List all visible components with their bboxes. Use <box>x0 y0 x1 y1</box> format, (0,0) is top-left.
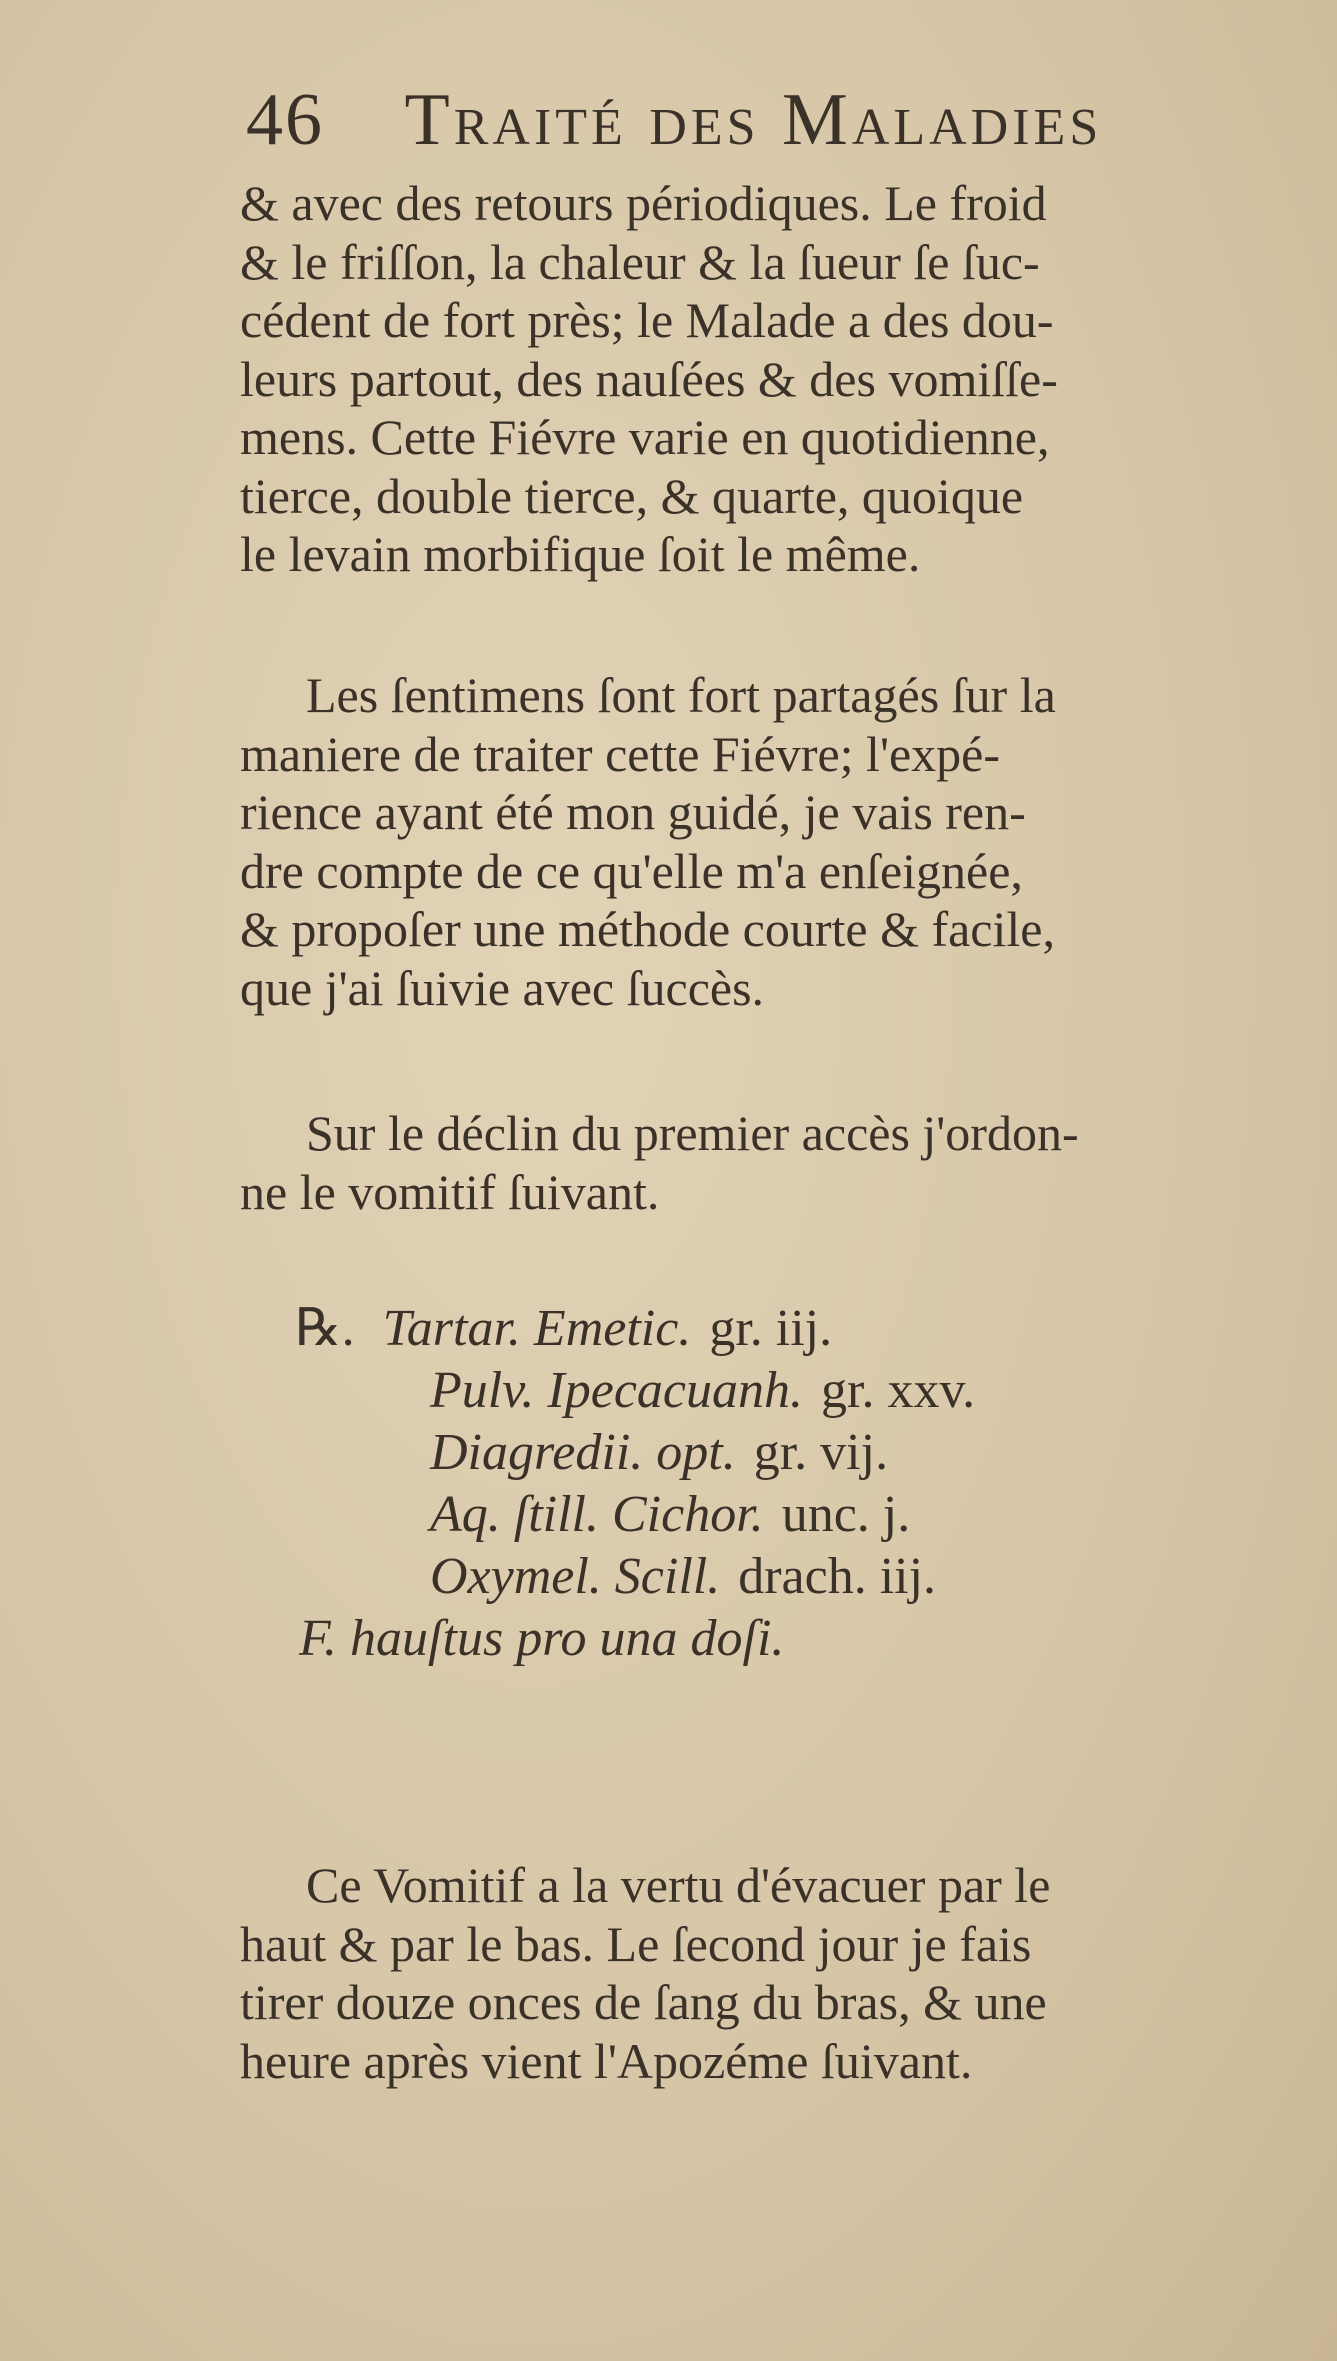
prescription-instruction: F. hauſtus pro una doſi. <box>299 1610 785 1667</box>
text-line: Sur le déclin du premier accès j'ordon- <box>306 1105 1079 1161</box>
text-line: tirer douze onces de ſang du bras, & une <box>240 1974 1047 2030</box>
prescription-line <box>295 1546 975 1608</box>
text-line: leurs partout, des nauſées & des vomiſſe- <box>240 350 1058 407</box>
drug-dose: gr. xxv. <box>821 1362 976 1419</box>
running-header <box>246 78 1246 168</box>
text-line: & propoſer une méthode courte & facile, <box>240 901 1055 957</box>
prescription-line <box>295 1298 975 1360</box>
text-line: ne le vomitif ſuivant. <box>240 1163 660 1220</box>
drug-name: Tartar. Emetic. <box>382 1300 692 1357</box>
text-line: & le friſſon, la chaleur & la ſueur ſe ſuc- <box>240 233 1040 290</box>
drug-name: Pulv. Ipecacuanh. <box>430 1362 803 1419</box>
prescription-line <box>295 1422 975 1484</box>
text-line: Ce Vomitif a la vertu d'évacuer par le <box>306 1857 1051 1913</box>
text-line: mens. Cette Fiévre varie en quotidienne, <box>240 409 1050 465</box>
paragraph-1 <box>240 174 1315 584</box>
drug-dose: unc. j. <box>781 1486 911 1543</box>
drug-name: Oxymel. Scill. <box>430 1548 721 1605</box>
prescription-line <box>295 1484 975 1546</box>
text-line: maniere de traiter cette Fiévre; l'expé- <box>240 725 1000 782</box>
text-line: heure après vient l'Apozéme ſuivant. <box>240 2032 973 2089</box>
prescription-line <box>295 1360 975 1422</box>
drug-dose: gr. iij. <box>709 1300 833 1357</box>
drug-dose: drach. iij. <box>738 1548 937 1605</box>
drug-name: Diagredii. opt. <box>430 1424 736 1481</box>
running-title: Traité des Maladies <box>404 79 1103 161</box>
text-line: que j'ai ſuivie avec ſuccès. <box>240 959 765 1016</box>
text-line: tierce, double tierce, & quarte, quoique <box>240 467 1024 524</box>
drug-dose: gr. vij. <box>753 1424 889 1481</box>
prescription <box>295 1298 975 1670</box>
text-line: Les ſentimens ſont fort partagés ſur la <box>306 667 1056 723</box>
paragraph-2 <box>240 666 1315 1017</box>
paragraph-4 <box>240 1856 1315 2090</box>
drug-name: Aq. ſtill. Cichor. <box>430 1486 764 1543</box>
paragraph-3 <box>240 1104 1315 1221</box>
text-line: haut & par le bas. Le ſecond jour je fais <box>240 1915 1032 1972</box>
recipe-symbol: ℞. <box>295 1300 355 1357</box>
page-number: 46 <box>246 79 324 161</box>
text-line: cédent de fort près; le Malade a des dou- <box>240 292 1054 348</box>
text-line: le levain morbifique ſoit le même. <box>240 526 921 582</box>
text-line: & avec des retours périodiques. Le froid <box>240 175 1047 231</box>
text-line: dre compte de ce qu'elle m'a enſeignée, <box>240 842 1023 899</box>
text-line: rience ayant été mon guidé, je vais ren- <box>240 784 1026 840</box>
